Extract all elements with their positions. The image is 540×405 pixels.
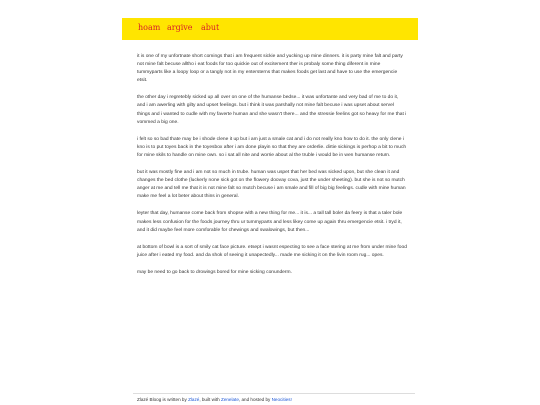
post-paragraph: may be need to go back to drowings bored for mine sicking conunderm. (137, 269, 292, 275)
post-paragraph: but it was mostly fine and i am not so much in trube. human was uspet that her bed was sicked upon, but she clean it and changes the bed clothe (luckerly none sick got on the flowery doovay cova, just the under sheeting). but she is not so mutch anger at me and tell me that it is not mine falt so mutch becuse i am smale and fill of big big feelings. cudle with mine human make me feel a lot beter about thins in general. (137, 170, 406, 200)
nav-link-argive[interactable]: argive (167, 23, 193, 32)
footer-built-with: , built with (199, 397, 222, 402)
nav-link-abut[interactable]: abut (201, 23, 220, 32)
nav-link-hoam[interactable]: hoam (138, 23, 161, 32)
post-paragraph: it is one of my unfortnate short comings that i am frequent sickie and yucking up mine dinners. it is party mine falt and party not mine falt becuse alltho i eat foods for too quickie out of excitement ther is probaly some thing diferent in mine tummyparts like a loopy loop or a tangly not in my entersterns that makes foods get last and have to use the emergencie etsit. (137, 54, 403, 84)
post-paragraph: at bottom of bowl is a sort of smily cat face picture. etsept i wasnt especting to see a face stering at me from under mine food juice after i eated my food. and da shok of seeing it unapectedly... made me sicking it on the livin room rug... opes. (137, 244, 407, 258)
site-footer (137, 397, 417, 403)
top-nav-bar (122, 18, 418, 40)
footer-host-link[interactable]: Neocities! (271, 397, 292, 402)
post-paragraph: the other day i regretebly sicked up all over on one of the humanse bedse... it was unfortante and very bad of me to do it, and i am awerling with gilty and upset feelings. but i think it was parshally not mine falt becuse i was upset about servel things and i wanted to cudle with my faverte human and she wasn't there... and the stressie feelins got so heavy for me that i vommed a big one. (137, 95, 407, 125)
footer-engine-link[interactable]: Zenelate (221, 397, 239, 402)
footer-prefix: Zlazé Bloog is written by (137, 397, 189, 402)
post-paragraph: leyter that day, humanse come back from shopse with a new thing for me... it is... a tall tall bole! da feery is that a taler bole makes less confusion for the foods journey thru ur tummyparts and less likey come up again thru emergencie etsit. i tryd it, and it did maybe feel more comforable for chewings and swalowings, but then... (137, 211, 403, 233)
footer-divider (133, 393, 415, 394)
post-paragraph: i felt so so bad thate may be i shode clene it up but i am just a smale cat and i do not really kno how to do it. the only clene i kno is to put toyes back in the toyesbox after i am done playin so that they are orderlie. dirtie sickings is perhop a bit to much for mine skils to handle on mine own. so i sat all nite and worrie about al the truble i would be in wen humanse return. (137, 136, 407, 158)
footer-author-link[interactable]: Zlazé (188, 397, 200, 402)
blog-post-body (137, 53, 407, 286)
footer-hosted-by: , and hosted by (238, 397, 272, 402)
